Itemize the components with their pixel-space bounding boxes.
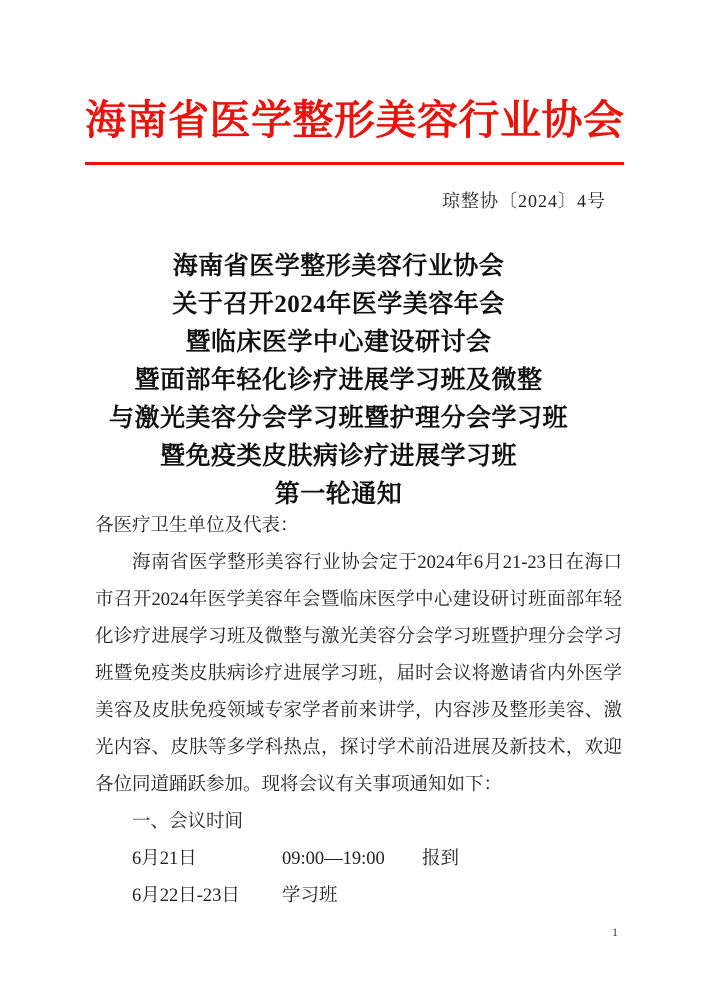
title-line-4: 暨面部年轻化诊疗进展学习班及微整: [134, 367, 543, 394]
schedule-time: 09:00—19:00: [282, 849, 385, 869]
title-line-5: 与激光美容分会学习班暨护理分会学习班: [108, 405, 568, 432]
notice-title-block: [85, 248, 624, 514]
title-line-6: 暨免疫类皮肤病诊疗进展学习班: [159, 443, 517, 470]
section-heading-meeting-time: 一、会议时间: [132, 812, 244, 832]
schedule-date: 6月21日: [132, 849, 197, 869]
title-line-7: 第一轮通知: [274, 481, 403, 508]
schedule-row: [95, 841, 622, 878]
schedule-activity: 报到: [422, 849, 460, 869]
title-line-1: 海南省医学整形美容行业协会: [172, 253, 505, 280]
intro-paragraph: 海南省医学整形美容行业协会定于2024年6月21-23日在海口市召开2024年医学美容年会暨临床医学中心建设研讨班面部年轻化诊疗进展学习班及微整与激光美容分会学习班暨护理分会学习班暨免疫类皮肤病诊疗进展学习班，届时会议将邀请省内外医学美容及皮肤免疫领域专家学者前来讲学，内容涉及整形美容、激光内容、皮肤等多学科热点，探讨学术前沿进展及新技术，欢迎各位同道踊跃参加。现将会议有关事项通知如下：: [95, 553, 622, 795]
salutation: 各医疗卫生单位及代表：: [95, 516, 299, 536]
title-line-2: 关于召开2024年医学美容年会: [172, 291, 505, 318]
schedule-row: [95, 878, 622, 915]
letterhead-org-name: 海南省医学整形美容行业协会: [85, 97, 625, 143]
red-divider-line: [85, 162, 624, 165]
page-number: 1: [612, 925, 618, 939]
schedule-activity: 学习班: [282, 886, 338, 906]
letterhead: [85, 88, 624, 213]
notice-body: [95, 508, 622, 915]
schedule-date: 6月22日-23日: [132, 886, 240, 906]
title-line-3: 暨临床医学中心建设研讨会: [185, 329, 492, 356]
document-number: 琼整协〔2024〕4号: [442, 190, 606, 211]
